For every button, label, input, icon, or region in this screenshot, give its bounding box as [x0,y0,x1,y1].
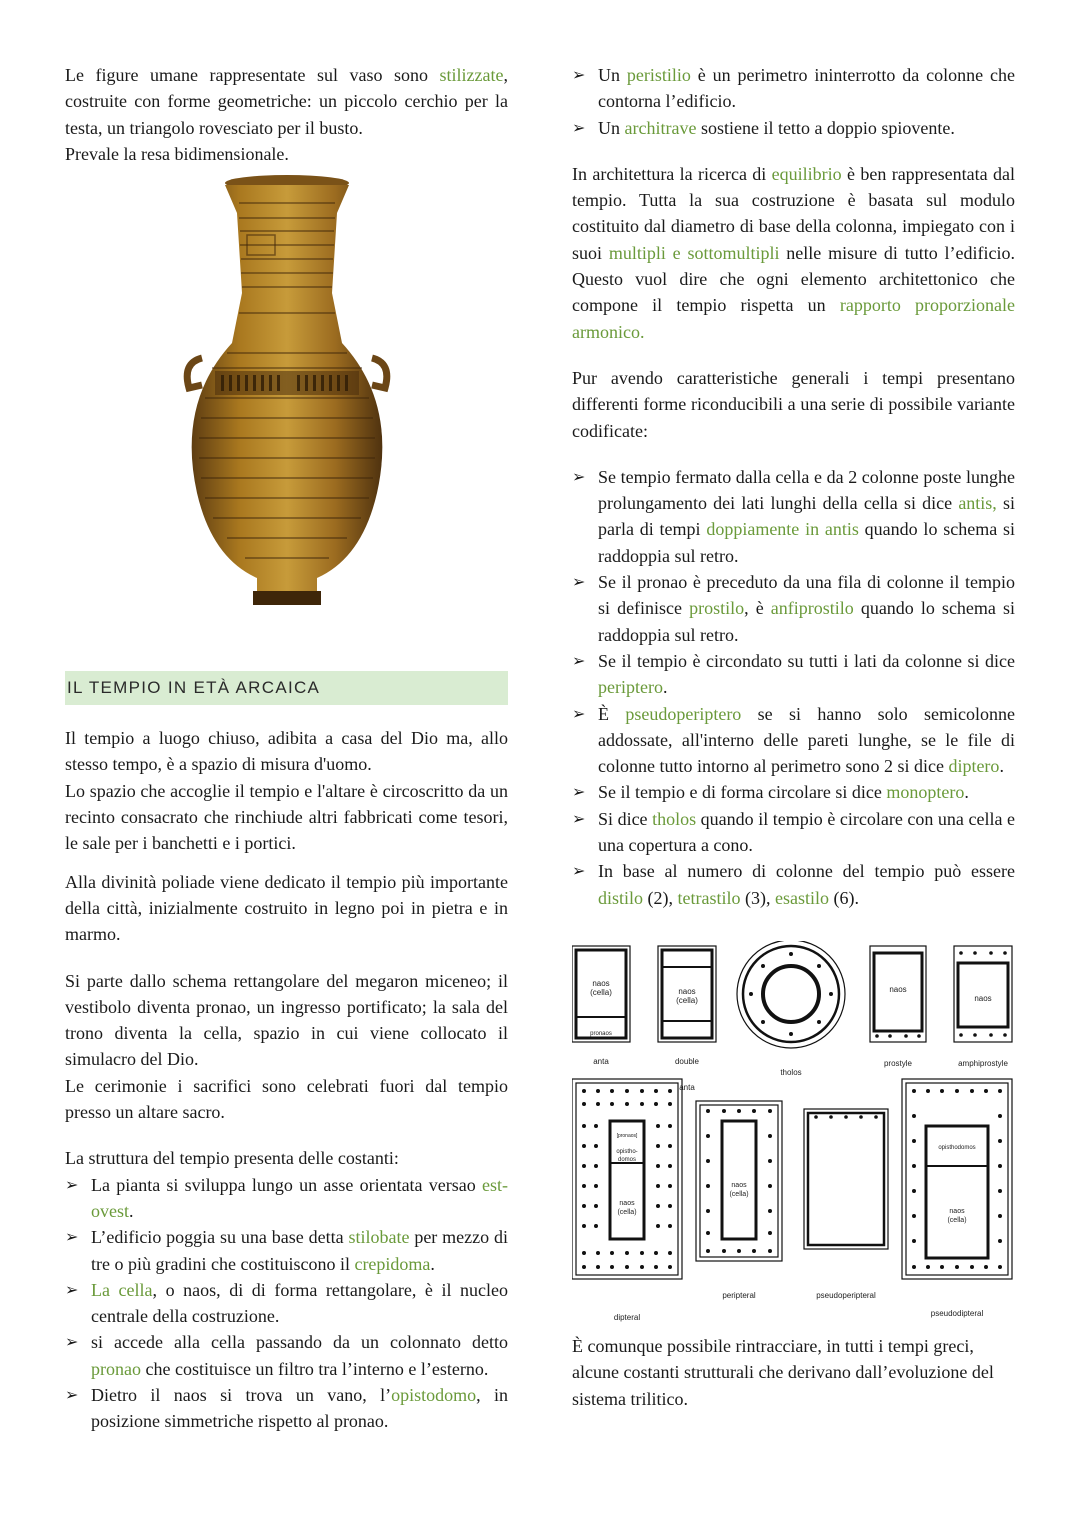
plan-caption-peripteral: peripteral [722,1290,756,1300]
plan-label-cella: (cella) [676,995,698,1005]
right-column [572,62,1015,1412]
plan-label-pronaos: [pronaos] [616,1132,638,1139]
plan-label-naos: naos [678,986,696,996]
left-column [65,62,508,1435]
plan-label-domos: domos [617,1156,636,1163]
plan-caption-pseudoperipteral: pseudoperipteral [816,1290,876,1300]
plan-label-naos: naos [949,1207,965,1215]
variants-list [572,464,1015,911]
variants-paragraph: Pur avendo caratteristiche generali i tempi presentano differenti forme riconducibili a una serie di possibile variante codificate: [572,367,1015,441]
dipylon-vase-image [65,173,508,651]
plan-label-opistho: opistho- [616,1148,638,1155]
plan-caption-double-anta: double anta [674,1056,700,1093]
plan-label-cella: (cella) [729,1190,749,1198]
list-item: ➢ si accede alla cella passando da un colonnato detto pronao che costituisce un filtro tra l’interno e l’esterno. [65,1329,508,1382]
vase-caption-paragraph: Le figure umane rappresentate sul vaso sono stilizzate, costruite con forme geometriche: un piccolo cerchio per la testa, un triangolo rovesciato per il busto. Prevale la resa bidimensionale. [65,65,508,164]
list-item: ➢ Dietro il naos si trova un vano, l’opistodomo, in posizione simmetriche rispetto al pronao. [65,1382,508,1435]
list-item: ➢ Se il pronao è preceduto da una fila di colonne il tempio si definisce prostilo, è anfiprostilo quando lo schema si raddoppia sul retro. [572,569,1015,648]
plan-label-naos: naos [889,984,907,994]
section-heading: IL TEMPIO IN ETÀ ARCAICA [65,671,508,705]
list-item: ➢ La pianta si sviluppa lungo un asse orientata versao est-ovest. [65,1172,508,1225]
list-item: ➢ Se il tempio e di forma circolare si dice monoptero. [572,779,1015,805]
plan-label-cella: (cella) [617,1208,637,1216]
conclusion-paragraph: È comunque possibile rintracciare, in tutti i tempi greci, alcune costanti strutturali che derivano dall’evoluzione del sistema trilitico. [572,1335,994,1409]
plan-caption-anta: anta [593,1056,609,1066]
temple-intro-paragraph: Il tempio a luogo chiuso, adibita a casa del Dio ma, allo stesso tempo, è a spazio di misura d'uomo. Lo spazio che accoglie il tempio e l'altare è circoscritto da un recinto consacrato che rinchiude altri fabbricati come tesori, le sale per i banchetti e i portici. [65,728,508,854]
peristyle-list [572,62,1015,141]
structure-list [65,1172,508,1435]
plan-label-cella: (cella) [590,987,612,997]
plan-caption-pseudodipteral: pseudodipteral [930,1308,984,1318]
list-item: ➢ In base al numero di colonne del tempio può essere distilo (2), tetrastilo (3), esastilo (6). [572,858,1015,911]
list-item: ➢ La cella, o naos, di di forma rettangolare, è il nucleo centrale della costruzione. [65,1277,508,1330]
plan-label-naos: naos [731,1181,747,1189]
list-item: ➢ L’edificio poggia su una base detta stilobate per mezzo di tre o più gradini che costituiscono il crepidoma. [65,1224,508,1277]
list-item: ➢ È pseudoperiptero se si hanno solo semicolonne addossate, all'interno delle pareti lunghe, se le file di colonne tutto intorno al perimetro sono 2 si dice diptero. [572,701,1015,780]
plan-caption-tholos: tholos [780,1067,802,1077]
list-item: ➢ Se il tempio è circondato su tutti i lati da colonne si dice periptero. [572,648,1015,701]
poliade-paragraph: Alla divinità poliade viene dedicato il tempio più importante della città, inizialmente costruito in legno poi in pietra e in marmo. [65,871,508,945]
plan-label-cella: (cella) [947,1216,967,1224]
temple-plans-diagram [572,941,1015,1322]
list-item: ➢ Si dice tholos quando il tempio è circolare con una cella e una copertura a cono. [572,806,1015,859]
plan-label-naos: naos [974,993,992,1003]
plan-caption-dipteral: dipteral [613,1312,641,1322]
amphora-illustration [167,173,407,613]
plan-caption-prostyle: prostyle [883,1058,912,1068]
plan-label-pronaos: pronaos [590,1030,612,1037]
structure-intro-paragraph: La struttura del tempio presenta delle costanti: [65,1148,399,1169]
list-item: ➢ Un peristilio è un perimetro ininterrotto da colonne che contorna l’edificio. [572,62,1015,115]
list-item: ➢ Un architrave sostiene il tetto a doppio spiovente. [572,115,1015,141]
plan-label-naos: naos [592,978,610,988]
megaron-paragraph: Si parte dallo schema rettangolare del megaron miceneo; il vestibolo diventa pronao, un ingresso portificato; la sala del trono diventa la cella, spazio in cui viene collocato il simulacro del Dio. Le cerimonie i sacrifici sono celebrati fuori dal tempio presso un altare sacro. [65,970,508,1123]
list-item: ➢ Se tempio fermato dalla cella e da 2 colonne poste lunghe prolungamento dei lati lunghi della cella si dice antis, si parla di tempi doppiamente in antis quando lo schema si raddoppia sul retro. [572,464,1015,569]
equilibrium-paragraph: In architettura la ricerca di equilibrio è ben rappresentata dal tempio. Tutta la sua costruzione è basata sul modulo costituito dal diametro di base della colonna, impiegato con i suoi multipli e sottomultipli nelle misure di tutto l’edificio. Questo vuol dire che ogni elemento architettonico che compone il tempio rispetta un rapporto proporzionale armonico. [572,163,1015,342]
plan-caption-amphiprostyle: amphiprostyle [958,1058,1008,1068]
plan-label-naos: naos [619,1199,635,1207]
plan-label-opisthodomos: opisthodomos [938,1144,976,1151]
